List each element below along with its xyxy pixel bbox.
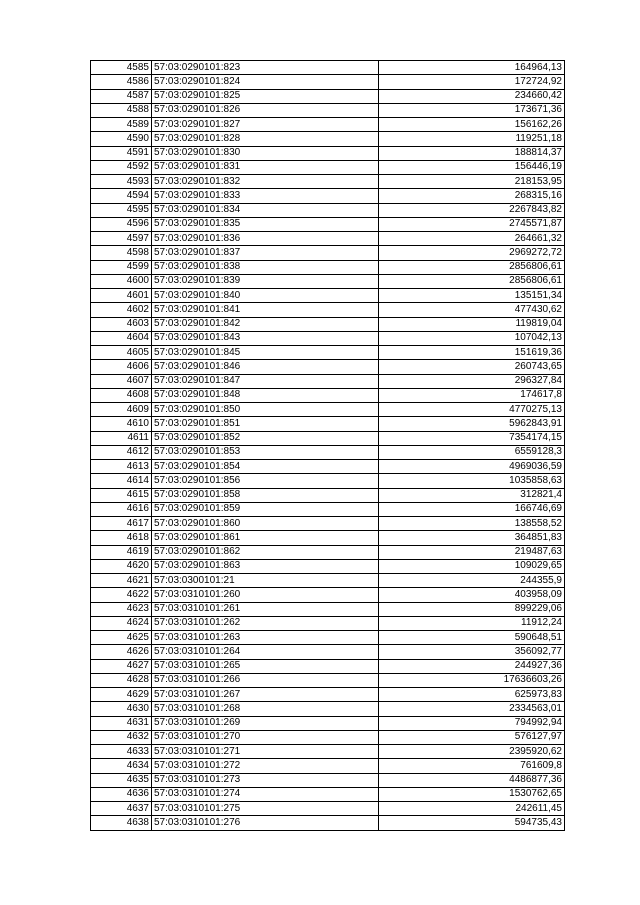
cadastral-number-cell: 57:03:0290101:823 — [152, 61, 379, 75]
cadastral-number-cell: 57:03:0300101:21 — [152, 574, 379, 588]
table-row — [91, 61, 565, 75]
cadastral-number-cell: 57:03:0290101:856 — [152, 474, 379, 488]
table-row — [91, 759, 565, 773]
cadastral-number-cell: 57:03:0290101:854 — [152, 460, 379, 474]
table-row — [91, 132, 565, 146]
cadastral-value-cell: 156446,19 — [379, 160, 565, 174]
table-row — [91, 388, 565, 402]
cadastral-value-cell: 188814,37 — [379, 146, 565, 160]
cadastral-number-cell: 57:03:0290101:850 — [152, 403, 379, 417]
row-number-cell: 4638 — [91, 816, 152, 830]
cadastral-value-cell: 2745571,87 — [379, 217, 565, 231]
cadastral-value-cell: 17636603,26 — [379, 673, 565, 687]
table-row — [91, 217, 565, 231]
row-number-cell: 4624 — [91, 616, 152, 630]
row-number-cell: 4617 — [91, 517, 152, 531]
table-row — [91, 559, 565, 573]
cadastral-number-cell: 57:03:0290101:826 — [152, 103, 379, 117]
row-number-cell: 4620 — [91, 559, 152, 573]
cadastral-number-cell: 57:03:0290101:843 — [152, 331, 379, 345]
row-number-cell: 4637 — [91, 802, 152, 816]
row-number-cell: 4634 — [91, 759, 152, 773]
table-row — [91, 445, 565, 459]
cadastral-number-cell: 57:03:0290101:863 — [152, 559, 379, 573]
cadastral-number-cell: 57:03:0290101:842 — [152, 317, 379, 331]
row-number-cell: 4631 — [91, 716, 152, 730]
cadastral-value-cell: 172724,92 — [379, 75, 565, 89]
cadastral-number-cell: 57:03:0290101:834 — [152, 203, 379, 217]
table-row — [91, 773, 565, 787]
row-number-cell: 4626 — [91, 645, 152, 659]
table-row — [91, 260, 565, 274]
row-number-cell: 4604 — [91, 331, 152, 345]
cadastral-value-cell: 11912,24 — [379, 616, 565, 630]
table-body — [91, 61, 565, 831]
cadastral-number-cell: 57:03:0310101:261 — [152, 602, 379, 616]
cadastral-number-cell: 57:03:0290101:845 — [152, 346, 379, 360]
cadastral-value-cell: 590648,51 — [379, 631, 565, 645]
table-row — [91, 730, 565, 744]
table-row — [91, 146, 565, 160]
cadastral-value-cell: 218153,95 — [379, 175, 565, 189]
cadastral-value-cell: 135151,34 — [379, 289, 565, 303]
cadastral-number-cell: 57:03:0290101:846 — [152, 360, 379, 374]
row-number-cell: 4585 — [91, 61, 152, 75]
cadastral-number-cell: 57:03:0290101:827 — [152, 118, 379, 132]
table-row — [91, 89, 565, 103]
row-number-cell: 4592 — [91, 160, 152, 174]
cadastral-number-cell: 57:03:0290101:860 — [152, 517, 379, 531]
table-row — [91, 246, 565, 260]
row-number-cell: 4598 — [91, 246, 152, 260]
row-number-cell: 4594 — [91, 189, 152, 203]
row-number-cell: 4607 — [91, 374, 152, 388]
table-row — [91, 574, 565, 588]
table-row — [91, 502, 565, 516]
table-row — [91, 616, 565, 630]
row-number-cell: 4621 — [91, 574, 152, 588]
table-row — [91, 403, 565, 417]
row-number-cell: 4613 — [91, 460, 152, 474]
cadastral-value-cell: 312821,4 — [379, 488, 565, 502]
row-number-cell: 4630 — [91, 702, 152, 716]
cadastral-number-cell: 57:03:0290101:828 — [152, 132, 379, 146]
row-number-cell: 4603 — [91, 317, 152, 331]
row-number-cell: 4609 — [91, 403, 152, 417]
cadastral-number-cell: 57:03:0290101:853 — [152, 445, 379, 459]
cadastral-number-cell: 57:03:0290101:824 — [152, 75, 379, 89]
row-number-cell: 4614 — [91, 474, 152, 488]
cadastral-value-cell: 107042,13 — [379, 331, 565, 345]
row-number-cell: 4635 — [91, 773, 152, 787]
cadastral-value-cell: 244927,36 — [379, 659, 565, 673]
table-row — [91, 103, 565, 117]
table-row — [91, 274, 565, 288]
row-number-cell: 4587 — [91, 89, 152, 103]
cadastral-number-cell: 57:03:0290101:838 — [152, 260, 379, 274]
cadastral-number-cell: 57:03:0310101:267 — [152, 688, 379, 702]
table-row — [91, 431, 565, 445]
cadastral-value-cell: 625973,83 — [379, 688, 565, 702]
cadastral-number-cell: 57:03:0310101:273 — [152, 773, 379, 787]
row-number-cell: 4588 — [91, 103, 152, 117]
cadastral-value-cell: 2856806,61 — [379, 274, 565, 288]
cadastral-value-cell: 899229,06 — [379, 602, 565, 616]
table-row — [91, 289, 565, 303]
cadastral-value-cell: 4969036,59 — [379, 460, 565, 474]
table-row — [91, 317, 565, 331]
table-row — [91, 517, 565, 531]
table-row — [91, 75, 565, 89]
cadastral-value-cell: 151619,36 — [379, 346, 565, 360]
row-number-cell: 4615 — [91, 488, 152, 502]
row-number-cell: 4610 — [91, 417, 152, 431]
cadastral-value-cell: 109029,65 — [379, 559, 565, 573]
cadastral-number-cell: 57:03:0310101:264 — [152, 645, 379, 659]
row-number-cell: 4589 — [91, 118, 152, 132]
table-row — [91, 118, 565, 132]
table-row — [91, 745, 565, 759]
cadastral-number-cell: 57:03:0290101:851 — [152, 417, 379, 431]
cadastral-value-cell: 794992,94 — [379, 716, 565, 730]
cadastral-number-cell: 57:03:0290101:837 — [152, 246, 379, 260]
cadastral-number-cell: 57:03:0290101:835 — [152, 217, 379, 231]
cadastral-number-cell: 57:03:0290101:830 — [152, 146, 379, 160]
table-row — [91, 374, 565, 388]
cadastral-number-cell: 57:03:0310101:266 — [152, 673, 379, 687]
cadastral-value-cell: 6559128,3 — [379, 445, 565, 459]
row-number-cell: 4599 — [91, 260, 152, 274]
row-number-cell: 4602 — [91, 303, 152, 317]
row-number-cell: 4606 — [91, 360, 152, 374]
cadastral-value-cell: 156162,26 — [379, 118, 565, 132]
table-row — [91, 474, 565, 488]
cadastral-number-cell: 57:03:0310101:276 — [152, 816, 379, 830]
cadastral-value-cell: 166746,69 — [379, 502, 565, 516]
row-number-cell: 4600 — [91, 274, 152, 288]
table-row — [91, 160, 565, 174]
cadastral-value-cell: 1035858,63 — [379, 474, 565, 488]
cadastral-number-cell: 57:03:0310101:272 — [152, 759, 379, 773]
row-number-cell: 4619 — [91, 545, 152, 559]
cadastral-number-cell: 57:03:0290101:858 — [152, 488, 379, 502]
row-number-cell: 4591 — [91, 146, 152, 160]
cadastral-number-cell: 57:03:0290101:831 — [152, 160, 379, 174]
cadastral-value-cell: 5962843,91 — [379, 417, 565, 431]
cadastral-number-cell: 57:03:0290101:839 — [152, 274, 379, 288]
row-number-cell: 4611 — [91, 431, 152, 445]
cadastral-value-cell: 477430,62 — [379, 303, 565, 317]
cadastral-number-cell: 57:03:0290101:859 — [152, 502, 379, 516]
cadastral-number-cell: 57:03:0290101:847 — [152, 374, 379, 388]
row-number-cell: 4629 — [91, 688, 152, 702]
table-row — [91, 331, 565, 345]
row-number-cell: 4597 — [91, 232, 152, 246]
table-row — [91, 802, 565, 816]
row-number-cell: 4586 — [91, 75, 152, 89]
table-row — [91, 645, 565, 659]
cadastral-value-cell: 761609,8 — [379, 759, 565, 773]
cadastral-value-cell: 164964,13 — [379, 61, 565, 75]
table-row — [91, 303, 565, 317]
row-number-cell: 4618 — [91, 531, 152, 545]
cadastral-value-cell: 119251,18 — [379, 132, 565, 146]
table-row — [91, 175, 565, 189]
cadastral-number-cell: 57:03:0310101:269 — [152, 716, 379, 730]
cadastral-number-cell: 57:03:0310101:270 — [152, 730, 379, 744]
row-number-cell: 4628 — [91, 673, 152, 687]
cadastral-value-cell: 594735,43 — [379, 816, 565, 830]
cadastral-number-cell: 57:03:0310101:265 — [152, 659, 379, 673]
cadastral-value-cell: 7354174,15 — [379, 431, 565, 445]
row-number-cell: 4636 — [91, 787, 152, 801]
cadastral-number-cell: 57:03:0310101:275 — [152, 802, 379, 816]
cadastral-value-cell: 173671,36 — [379, 103, 565, 117]
table-row — [91, 659, 565, 673]
cadastral-value-cell: 403958,09 — [379, 588, 565, 602]
table-row — [91, 488, 565, 502]
row-number-cell: 4593 — [91, 175, 152, 189]
row-number-cell: 4605 — [91, 346, 152, 360]
cadastral-value-cell: 1530762,65 — [379, 787, 565, 801]
table-row — [91, 531, 565, 545]
table-row — [91, 545, 565, 559]
cadastral-value-cell: 4486877,36 — [379, 773, 565, 787]
row-number-cell: 4612 — [91, 445, 152, 459]
cadastral-number-cell: 57:03:0310101:260 — [152, 588, 379, 602]
cadastral-number-cell: 57:03:0310101:268 — [152, 702, 379, 716]
cadastral-value-cell: 2267843,82 — [379, 203, 565, 217]
cadastral-number-cell: 57:03:0290101:836 — [152, 232, 379, 246]
cadastral-value-table — [90, 60, 565, 831]
row-number-cell: 4608 — [91, 388, 152, 402]
table-row — [91, 688, 565, 702]
cadastral-number-cell: 57:03:0310101:274 — [152, 787, 379, 801]
cadastral-value-cell: 138558,52 — [379, 517, 565, 531]
table-row — [91, 360, 565, 374]
row-number-cell: 4596 — [91, 217, 152, 231]
cadastral-number-cell: 57:03:0290101:862 — [152, 545, 379, 559]
table-row — [91, 203, 565, 217]
cadastral-value-cell: 364851,83 — [379, 531, 565, 545]
cadastral-value-cell: 119819,04 — [379, 317, 565, 331]
cadastral-number-cell: 57:03:0290101:861 — [152, 531, 379, 545]
row-number-cell: 4633 — [91, 745, 152, 759]
cadastral-value-cell: 4770275,13 — [379, 403, 565, 417]
row-number-cell: 4623 — [91, 602, 152, 616]
cadastral-number-cell: 57:03:0290101:848 — [152, 388, 379, 402]
cadastral-value-cell: 242611,45 — [379, 802, 565, 816]
cadastral-value-cell: 219487,63 — [379, 545, 565, 559]
table-row — [91, 417, 565, 431]
cadastral-number-cell: 57:03:0310101:262 — [152, 616, 379, 630]
cadastral-value-cell: 296327,84 — [379, 374, 565, 388]
cadastral-value-cell: 264661,32 — [379, 232, 565, 246]
table-row — [91, 460, 565, 474]
row-number-cell: 4625 — [91, 631, 152, 645]
row-number-cell: 4616 — [91, 502, 152, 516]
table-row — [91, 673, 565, 687]
table-row — [91, 232, 565, 246]
cadastral-value-cell: 2969272,72 — [379, 246, 565, 260]
table-row — [91, 716, 565, 730]
cadastral-value-cell: 268315,16 — [379, 189, 565, 203]
cadastral-number-cell: 57:03:0290101:840 — [152, 289, 379, 303]
row-number-cell: 4601 — [91, 289, 152, 303]
row-number-cell: 4622 — [91, 588, 152, 602]
cadastral-value-cell: 2334563,01 — [379, 702, 565, 716]
table-row — [91, 189, 565, 203]
cadastral-value-cell: 244355,9 — [379, 574, 565, 588]
cadastral-value-cell: 174617,8 — [379, 388, 565, 402]
cadastral-number-cell: 57:03:0290101:841 — [152, 303, 379, 317]
table-row — [91, 346, 565, 360]
table-row — [91, 631, 565, 645]
cadastral-number-cell: 57:03:0290101:833 — [152, 189, 379, 203]
row-number-cell: 4632 — [91, 730, 152, 744]
cadastral-number-cell: 57:03:0310101:263 — [152, 631, 379, 645]
cadastral-value-cell: 260743,65 — [379, 360, 565, 374]
cadastral-number-cell: 57:03:0290101:852 — [152, 431, 379, 445]
table-row — [91, 702, 565, 716]
cadastral-number-cell: 57:03:0290101:825 — [152, 89, 379, 103]
table-row — [91, 588, 565, 602]
cadastral-value-cell: 576127,97 — [379, 730, 565, 744]
table-row — [91, 787, 565, 801]
row-number-cell: 4590 — [91, 132, 152, 146]
row-number-cell: 4595 — [91, 203, 152, 217]
cadastral-number-cell: 57:03:0290101:832 — [152, 175, 379, 189]
cadastral-value-cell: 2395920,62 — [379, 745, 565, 759]
table-row — [91, 602, 565, 616]
row-number-cell: 4627 — [91, 659, 152, 673]
cadastral-value-cell: 2856806,61 — [379, 260, 565, 274]
cadastral-value-cell: 234660,42 — [379, 89, 565, 103]
cadastral-number-cell: 57:03:0310101:271 — [152, 745, 379, 759]
table-row — [91, 816, 565, 830]
cadastral-value-cell: 356092,77 — [379, 645, 565, 659]
